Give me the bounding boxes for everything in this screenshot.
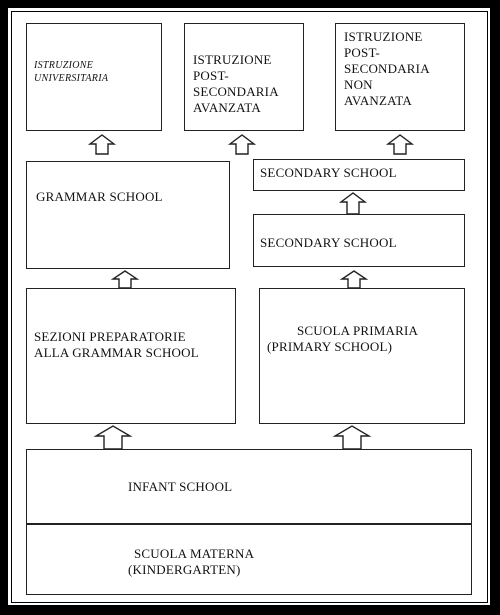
label-university: ISTRUZIONE UNIVERSITARIA [34,60,109,84]
frame-left [0,0,8,615]
frame-bottom [0,605,500,615]
label-preparatory-sections: SEZIONI PREPARATORIE ALLA GRAMMAR SCHOOL [34,329,199,360]
label-post-secondary-non-advanced: ISTRUZIONE POST- SECONDARIA NON AVANZATA [344,29,430,108]
arrow-up-icon [387,134,413,154]
arrow-up-icon [229,134,255,154]
divider-infant-kindergarten [26,523,472,525]
frame-right [490,0,500,615]
arrow-up-icon [89,134,115,154]
label-infant-school: INFANT SCHOOL [128,479,233,494]
box-grammar-school [26,161,230,269]
frame-top [0,0,500,8]
label-primary-school: SCUOLA PRIMARIA (PRIMARY SCHOOL) [267,323,419,354]
arrow-up-icon [340,192,366,214]
arrow-up-icon [341,270,367,288]
arrow-up-icon [334,425,370,449]
arrow-up-icon [112,270,138,288]
label-kindergarten: SCUOLA MATERNA (KINDERGARTEN) [128,546,255,577]
label-secondary-school-upper: SECONDARY SCHOOL [260,165,397,180]
label-grammar-school: GRAMMAR SCHOOL [36,189,163,204]
label-post-secondary-advanced: ISTRUZIONE POST- SECONDARIA AVANZATA [193,52,279,115]
label-secondary-school-lower: SECONDARY SCHOOL [260,235,397,250]
arrow-up-icon [95,425,131,449]
box-primary-school [259,288,465,424]
